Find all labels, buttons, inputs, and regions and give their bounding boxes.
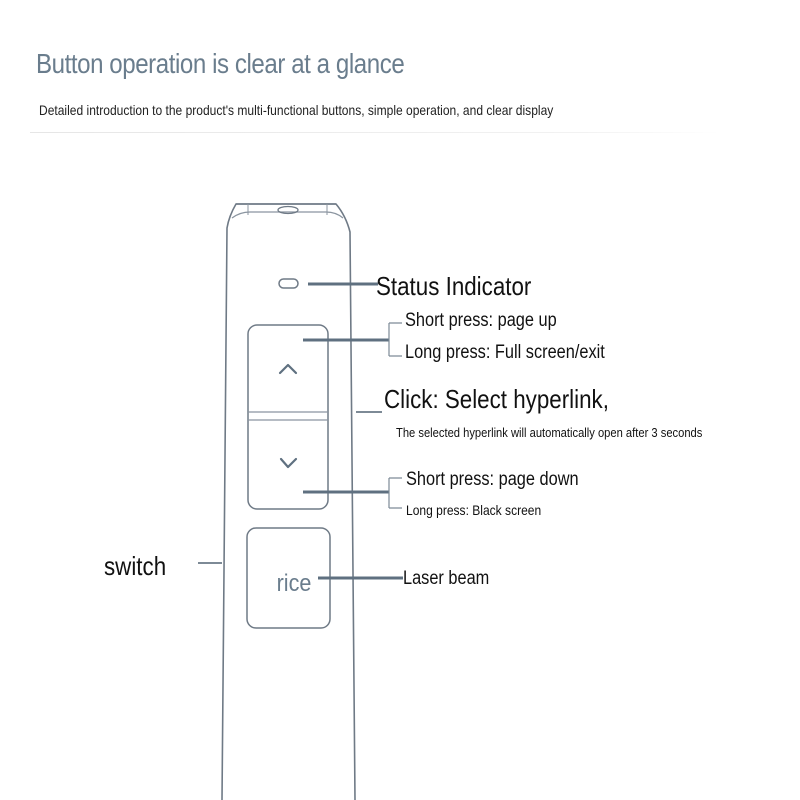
callout-status-indicator: Status Indicator <box>376 271 532 301</box>
callout-click-hyperlink: Click: Select hyperlink, <box>384 384 609 414</box>
leader-down-bracket <box>389 478 402 508</box>
up-down-button <box>248 325 328 509</box>
status-indicator-led <box>279 279 298 288</box>
leader-up-bracket <box>389 323 402 356</box>
page-subtitle: Detailed introduction to the product's multi-functional buttons, simple operation, and clear display <box>39 102 554 118</box>
callout-up-long-press: Long press: Full screen/exit <box>405 342 605 363</box>
callout-down-short-press: Short press: page down <box>406 469 579 490</box>
callout-laser-beam: Laser beam <box>403 568 490 589</box>
page-title: Button operation is clear at a glance <box>36 48 405 79</box>
callout-switch: switch <box>104 551 167 581</box>
callout-down-long-press: Long press: Black screen <box>406 502 542 518</box>
callout-up-short-press: Short press: page up <box>405 310 557 331</box>
laser-button-text: rice <box>276 568 312 597</box>
callout-click-note: The selected hyperlink will automatically open after 3 seconds <box>396 425 703 440</box>
